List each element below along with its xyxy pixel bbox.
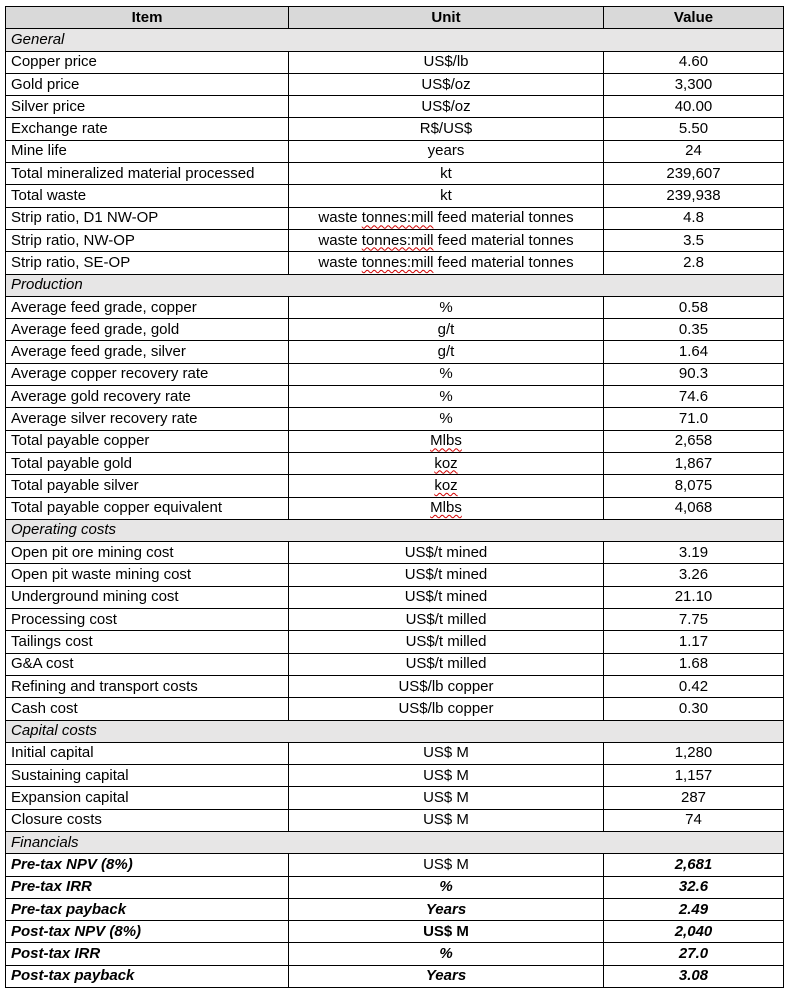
value-cell: 27.0 — [604, 943, 784, 965]
section-row — [6, 519, 784, 541]
unit-cell: Years — [289, 965, 604, 987]
table-row — [6, 430, 784, 452]
item-cell: Pre-tax IRR — [6, 876, 289, 898]
unit-cell: g/t — [289, 319, 604, 341]
section-title: Capital costs — [6, 720, 784, 742]
value-cell: 8,075 — [604, 475, 784, 497]
item-cell: Pre-tax payback — [6, 898, 289, 920]
unit-cell: Mlbs — [289, 497, 604, 519]
value-cell: 3.26 — [604, 564, 784, 586]
unit-cell: waste tonnes:mill feed material tonnes — [289, 252, 604, 274]
section-row — [6, 831, 784, 853]
value-cell: 90.3 — [604, 363, 784, 385]
table-row — [6, 475, 784, 497]
value-cell: 3,300 — [604, 73, 784, 95]
item-cell: Average silver recovery rate — [6, 408, 289, 430]
unit-cell: US$/t milled — [289, 609, 604, 631]
item-cell: Expansion capital — [6, 787, 289, 809]
unit-cell: US$ M — [289, 809, 604, 831]
value-cell: 32.6 — [604, 876, 784, 898]
value-cell: 0.30 — [604, 698, 784, 720]
value-cell: 2,658 — [604, 430, 784, 452]
table-row — [6, 118, 784, 140]
unit-cell: US$/t mined — [289, 564, 604, 586]
table-row — [6, 653, 784, 675]
table-row — [6, 229, 784, 251]
item-cell: Strip ratio, NW-OP — [6, 229, 289, 251]
unit-cell: kt — [289, 185, 604, 207]
item-cell: Open pit ore mining cost — [6, 542, 289, 564]
item-cell: Pre-tax NPV (8%) — [6, 854, 289, 876]
table-row — [6, 675, 784, 697]
header-value: Value — [604, 7, 784, 29]
unit-cell: US$/t mined — [289, 586, 604, 608]
table-row — [6, 609, 784, 631]
value-cell: 0.35 — [604, 319, 784, 341]
value-cell: 24 — [604, 140, 784, 162]
unit-cell: US$/t milled — [289, 653, 604, 675]
table-row — [6, 96, 784, 118]
unit-cell: koz — [289, 475, 604, 497]
table-row — [6, 542, 784, 564]
unit-cell: years — [289, 140, 604, 162]
value-cell: 5.50 — [604, 118, 784, 140]
table-row — [6, 252, 784, 274]
item-cell: Strip ratio, SE-OP — [6, 252, 289, 274]
unit-cell: US$/t mined — [289, 542, 604, 564]
unit-cell: Years — [289, 898, 604, 920]
value-cell: 2,040 — [604, 921, 784, 943]
table-row — [6, 742, 784, 764]
unit-cell: US$ M — [289, 742, 604, 764]
item-cell: Initial capital — [6, 742, 289, 764]
section-row — [6, 720, 784, 742]
unit-cell: US$/lb copper — [289, 698, 604, 720]
item-cell: Processing cost — [6, 609, 289, 631]
unit-cell: waste tonnes:mill feed material tonnes — [289, 207, 604, 229]
item-cell: G&A cost — [6, 653, 289, 675]
table-row — [6, 386, 784, 408]
unit-cell: % — [289, 876, 604, 898]
item-cell: Mine life — [6, 140, 289, 162]
item-cell: Average copper recovery rate — [6, 363, 289, 385]
header-unit: Unit — [289, 7, 604, 29]
value-cell: 74 — [604, 809, 784, 831]
header-item: Item — [6, 7, 289, 29]
unit-cell: Mlbs — [289, 430, 604, 452]
table-row — [6, 497, 784, 519]
table-row — [6, 898, 784, 920]
unit-cell: % — [289, 363, 604, 385]
table-row — [6, 586, 784, 608]
section-row — [6, 274, 784, 296]
item-cell: Gold price — [6, 73, 289, 95]
table-row — [6, 341, 784, 363]
table-row — [6, 698, 784, 720]
unit-cell: US$/t milled — [289, 631, 604, 653]
value-cell: 3.19 — [604, 542, 784, 564]
table-row — [6, 452, 784, 474]
item-cell: Cash cost — [6, 698, 289, 720]
unit-cell: g/t — [289, 341, 604, 363]
unit-cell: kt — [289, 163, 604, 185]
item-cell: Sustaining capital — [6, 765, 289, 787]
value-cell: 40.00 — [604, 96, 784, 118]
unit-cell: US$/oz — [289, 73, 604, 95]
item-cell: Average feed grade, gold — [6, 319, 289, 341]
table-row — [6, 854, 784, 876]
value-cell: 21.10 — [604, 586, 784, 608]
table-row — [6, 163, 784, 185]
header-row — [6, 7, 784, 29]
table-row — [6, 809, 784, 831]
item-cell: Refining and transport costs — [6, 675, 289, 697]
value-cell: 0.58 — [604, 296, 784, 318]
item-cell: Total mineralized material processed — [6, 163, 289, 185]
table-row — [6, 207, 784, 229]
table-row — [6, 943, 784, 965]
unit-cell: US$/lb copper — [289, 675, 604, 697]
item-cell: Copper price — [6, 51, 289, 73]
item-cell: Average gold recovery rate — [6, 386, 289, 408]
value-cell: 239,607 — [604, 163, 784, 185]
value-cell: 1,280 — [604, 742, 784, 764]
item-cell: Total payable silver — [6, 475, 289, 497]
section-title: General — [6, 29, 784, 51]
table-row — [6, 921, 784, 943]
unit-cell: US$ M — [289, 854, 604, 876]
unit-cell: % — [289, 943, 604, 965]
value-cell: 1.68 — [604, 653, 784, 675]
table-row — [6, 876, 784, 898]
table-row — [6, 185, 784, 207]
item-cell: Tailings cost — [6, 631, 289, 653]
table-row — [6, 965, 784, 987]
value-cell: 1,157 — [604, 765, 784, 787]
value-cell: 4,068 — [604, 497, 784, 519]
value-cell: 239,938 — [604, 185, 784, 207]
item-cell: Strip ratio, D1 NW-OP — [6, 207, 289, 229]
value-cell: 2.49 — [604, 898, 784, 920]
item-cell: Average feed grade, copper — [6, 296, 289, 318]
item-cell: Post-tax IRR — [6, 943, 289, 965]
item-cell: Closure costs — [6, 809, 289, 831]
item-cell: Underground mining cost — [6, 586, 289, 608]
item-cell: Average feed grade, silver — [6, 341, 289, 363]
section-title: Financials — [6, 831, 784, 853]
unit-cell: US$/lb — [289, 51, 604, 73]
unit-cell: % — [289, 296, 604, 318]
summary-table — [5, 6, 784, 988]
value-cell: 1.17 — [604, 631, 784, 653]
value-cell: 3.5 — [604, 229, 784, 251]
item-cell: Total payable copper — [6, 430, 289, 452]
value-cell: 1.64 — [604, 341, 784, 363]
table-row — [6, 73, 784, 95]
table-row — [6, 296, 784, 318]
item-cell: Post-tax NPV (8%) — [6, 921, 289, 943]
value-cell: 4.60 — [604, 51, 784, 73]
unit-cell: % — [289, 386, 604, 408]
unit-cell: R$/US$ — [289, 118, 604, 140]
table-row — [6, 787, 784, 809]
unit-cell: waste tonnes:mill feed material tonnes — [289, 229, 604, 251]
unit-cell: US$/oz — [289, 96, 604, 118]
item-cell: Silver price — [6, 96, 289, 118]
unit-cell: US$ M — [289, 787, 604, 809]
item-cell: Total waste — [6, 185, 289, 207]
table-row — [6, 363, 784, 385]
table-row — [6, 319, 784, 341]
item-cell: Total payable gold — [6, 452, 289, 474]
value-cell: 287 — [604, 787, 784, 809]
table-row — [6, 140, 784, 162]
item-cell: Open pit waste mining cost — [6, 564, 289, 586]
value-cell: 3.08 — [604, 965, 784, 987]
item-cell: Post-tax payback — [6, 965, 289, 987]
value-cell: 1,867 — [604, 452, 784, 474]
value-cell: 7.75 — [604, 609, 784, 631]
unit-cell: % — [289, 408, 604, 430]
item-cell: Exchange rate — [6, 118, 289, 140]
section-title: Operating costs — [6, 519, 784, 541]
table-row — [6, 631, 784, 653]
value-cell: 2.8 — [604, 252, 784, 274]
unit-cell: US$ M — [289, 921, 604, 943]
value-cell: 2,681 — [604, 854, 784, 876]
table-row — [6, 408, 784, 430]
value-cell: 71.0 — [604, 408, 784, 430]
section-row — [6, 29, 784, 51]
section-title: Production — [6, 274, 784, 296]
value-cell: 74.6 — [604, 386, 784, 408]
table-row — [6, 51, 784, 73]
item-cell: Total payable copper equivalent — [6, 497, 289, 519]
unit-cell: US$ M — [289, 765, 604, 787]
unit-cell: koz — [289, 452, 604, 474]
table-row — [6, 765, 784, 787]
value-cell: 0.42 — [604, 675, 784, 697]
value-cell: 4.8 — [604, 207, 784, 229]
table-row — [6, 564, 784, 586]
